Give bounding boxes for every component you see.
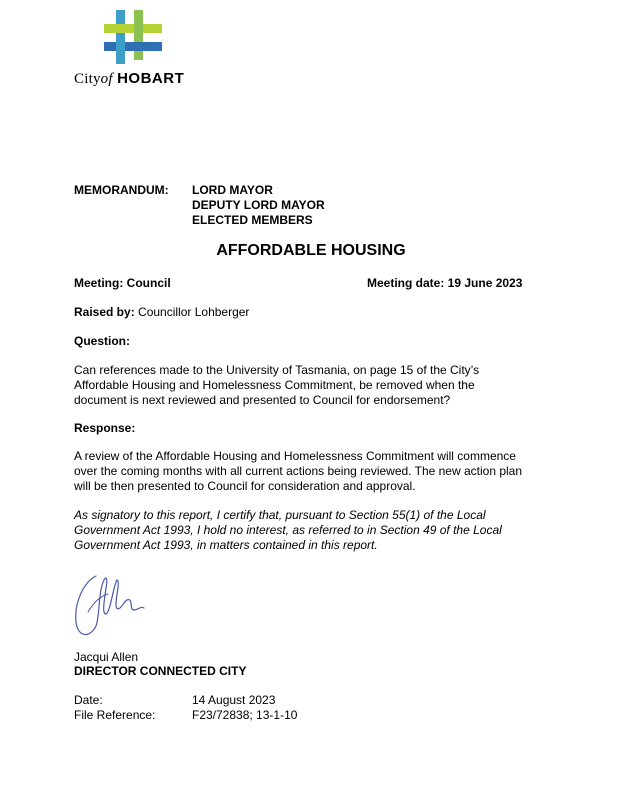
- signatory-name: Jacqui Allen: [74, 650, 139, 664]
- meeting-date: Meeting date: 19 June 2023: [367, 276, 523, 290]
- logo-city: City: [74, 71, 101, 87]
- certification-line: As signatory to this report, I certify that, pursuant to Section 55(1) of the Local: [74, 508, 486, 522]
- question-line: Affordable Housing and Homelessness Commitment, be removed when the: [74, 378, 475, 392]
- page-title: AFFORDABLE HOUSING: [216, 242, 406, 259]
- logo-wordmark: [74, 70, 184, 88]
- logo-of: of: [100, 71, 113, 87]
- signatory-title: DIRECTOR CONNECTED CITY: [74, 664, 247, 678]
- response-line: over the coming months with all current actions being reviewed. The new action plan: [74, 464, 523, 478]
- question-line: Can references made to the University of Tasmania, on page 15 of the City’s: [74, 363, 480, 377]
- meeting-label: Meeting: Council: [74, 276, 171, 290]
- memo-recipient-3: ELECTED MEMBERS: [192, 213, 313, 227]
- memo-recipient-1: LORD MAYOR: [192, 183, 273, 197]
- raised-by-value: Councillor Lohberger: [138, 305, 250, 319]
- response-line: will be then presented to Council for consideration and approval.: [74, 479, 416, 493]
- file-reference-label: File Reference:: [74, 708, 156, 722]
- question-line: document is next reviewed and presented to Council for endorsement?: [74, 393, 451, 407]
- raised-by: [74, 305, 249, 319]
- certification-line: Government Act 1993, in matters contained in this report.: [74, 538, 378, 552]
- question-text: [74, 363, 544, 408]
- memo-label: MEMORANDUM:: [74, 183, 169, 197]
- certification-line: Government Act 1993, I hold no interest, as referred to in Section 49 of the Local: [74, 523, 502, 537]
- response-heading: Response:: [74, 421, 136, 435]
- memo-recipient-2: DEPUTY LORD MAYOR: [192, 198, 325, 212]
- response-line: A review of the Affordable Housing and Homelessness Commitment will commence: [74, 449, 516, 463]
- date-label: Date:: [74, 693, 103, 707]
- handwritten-signature: [70, 572, 160, 642]
- response-text: [74, 449, 544, 494]
- question-heading: Question:: [74, 334, 130, 348]
- raised-by-label: Raised by:: [74, 305, 135, 319]
- city-of-hobart-grid-icon: [104, 10, 162, 64]
- certification-text: [74, 508, 544, 553]
- logo-hobart: HOBART: [117, 70, 185, 87]
- date-value: 14 August 2023: [192, 693, 276, 707]
- file-reference-value: F23/72838; 13-1-10: [192, 708, 298, 722]
